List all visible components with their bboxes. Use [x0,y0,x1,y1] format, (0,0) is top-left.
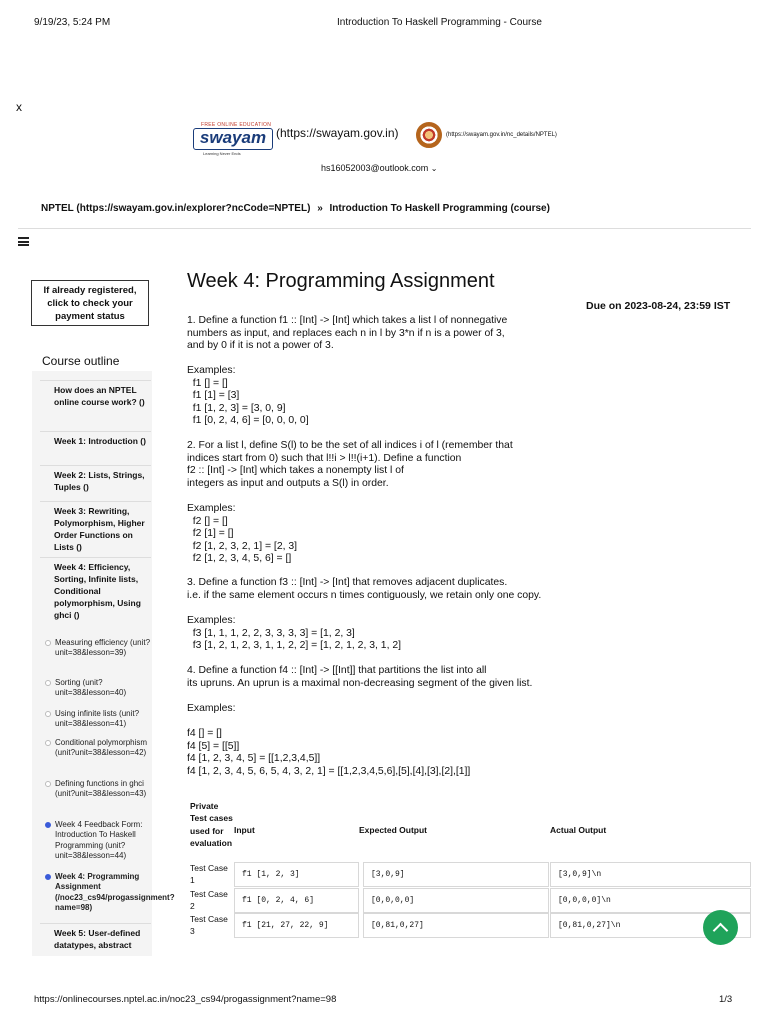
breadcrumb-course[interactable]: Introduction To Haskell Programming (course) [329,203,550,214]
outline-lesson-label: Week 4 Feedback Form: Introduction To Haskell Programming (unit?unit=38&lesson=44) [55,820,143,860]
question-1: 1. Define a function f1 :: [Int] -> [Int] which takes a list l of nonnegative numbers as input, and replaces each n in l by 3*n if n is a power of 3, and by 0 if it is not a power of 3. [187,315,508,351]
examples-1: Examples: f1 [] = [] f1 [1] = [3] f1 [1, 2, 3] = [3, 0, 9] f1 [0, 2, 4, 6] = [0, 0, 0, 0] [187,365,309,426]
examples-4-label: Examples: [187,703,236,714]
test-actual: [3,0,9]\n [550,862,751,887]
table-header-expected: Expected Output [359,825,428,835]
question-3: 3. Define a function f3 :: [Int] -> [Int] that removes adjacent duplicates. i.e. if the same element occurs n times contiguously, we retain only one copy. [187,577,542,601]
outline-lesson-label: Using infinite lists (unit?unit=38&lesson=41) [55,709,140,729]
print-page-number: 1/3 [719,994,733,1005]
lesson-status-icon [45,781,51,787]
question-4: 4. Define a function f4 :: [Int] -> [[Int]] that partitions the list into all its upruns. An uprun is a maximal non-decreasing segment of the given list. [187,665,533,689]
test-input: f1 [1, 2, 3] [234,862,359,887]
test-expected: [0,81,0,27] [363,913,549,938]
test-input: f1 [0, 2, 4, 6] [234,888,359,913]
breadcrumb-nptel[interactable]: NPTEL (https://swayam.gov.in/explorer?ncCode=NPTEL) [41,203,311,214]
outline-item[interactable]: Week 1: Introduction () [40,431,151,463]
outline-item[interactable]: Week 2: Lists, Strings, Tuples () [40,465,151,497]
nptel-seal-icon[interactable] [416,122,442,148]
test-actual: [0,81,0,27]\n [550,913,751,938]
test-expected: [3,0,9] [363,862,549,887]
outline-item[interactable]: Week 3: Rewriting, Polymorphism, Higher Order Functions on Lists () [40,501,151,557]
scroll-to-top-button[interactable] [703,910,738,945]
lesson-status-icon [45,874,51,880]
outline-lesson-label: Week 4: Programming Assignment (/noc23_cs94/progassignment?name=98) [55,872,175,912]
outline-item[interactable]: Week 5: User-defined datatypes, abstract [40,923,151,963]
print-url: https://onlinecourses.nptel.ac.in/noc23_cs94/progassignment?name=98 [34,994,337,1005]
examples-3: Examples: f3 [1, 1, 1, 2, 2, 3, 3, 3, 3] = [1, 2, 3] f3 [1, 2, 1, 2, 3, 1, 1, 2, 2] = [1, 2, 1, 2, 3, 1, 2] [187,615,402,651]
page-title: Week 4: Programming Assignment [187,270,495,292]
print-page-title: Introduction To Haskell Programming - Course [337,17,542,28]
test-expected: [0,0,0,0] [363,888,549,913]
lesson-status-icon [45,711,51,717]
outline-lesson[interactable] [45,638,151,659]
swayam-logo-tagline: FREE ONLINE EDUCATION [201,122,272,128]
lesson-status-icon [45,680,51,686]
nptel-link[interactable]: (https://swayam.gov.in/nc_details/NPTEL) [446,132,557,138]
course-outline [32,371,175,956]
swayam-link[interactable]: (https://swayam.gov.in) [276,126,399,140]
outline-lesson[interactable] [45,820,151,861]
outline-lesson[interactable] [45,779,151,800]
outline-lesson-label: Defining functions in ghci (unit?unit=38&lesson=43) [55,779,147,799]
examples-2: Examples: f2 [] = [] f2 [1] = [] f2 [1, 2, 3, 2, 1] = [2, 3] f2 [1, 2, 3, 4, 5, 6] = [] [187,503,298,564]
menu-icon[interactable] [18,237,29,246]
breadcrumb-separator: » [317,203,323,214]
lesson-status-icon [45,640,51,646]
close-icon[interactable]: x [16,100,22,114]
table-header-actual: Actual Output [550,825,607,835]
outline-item[interactable]: How does an NPTEL online course work? () [40,380,151,440]
outline-lesson-current[interactable] [45,872,175,913]
question-2: 2. For a list l, define S(l) to be the set of all indices i of l (remember that indices start from 0) such that l!!i > l!!(i+1). Define a function f2 :: [Int] -> [Int] which takes a nonempty list l of integers as input and outputs a S(l) in order. [187,440,513,489]
outline-lesson-label: Conditional polymorphism (unit?unit=38&lesson=42) [55,738,148,758]
examples-4: f4 [] = [] f4 [5] = [[5]] f4 [1, 2, 3, 4, 5] = [[1,2,3,4,5]] f4 [1, 2, 3, 4, 5, 6, 5, 4, 3, 2, 1] = [[1,2,3,4,5,6],[5],[4],[3],[2],[1]] [187,728,471,777]
outline-lesson-label: Measuring efficiency (unit?unit=38&lesson=39) [55,638,151,658]
chevron-down-icon: ⌄ [430,164,438,173]
test-input: f1 [21, 27, 22, 9] [234,913,359,938]
outline-lesson-label: Sorting (unit?unit=38&lesson=40) [55,678,127,698]
lesson-status-icon [45,740,51,746]
payment-status-button[interactable]: If already registered, click to check your payment status [31,280,149,326]
breadcrumb [41,203,550,214]
table-header-input: Input [234,825,255,835]
swayam-logo-wordmark: swayam [193,128,273,150]
due-date: Due on 2023-08-24, 23:59 IST [586,300,731,312]
course-outline-title: Course outline [42,354,120,368]
account-menu[interactable] [321,163,437,173]
account-email: hs16052003@outlook.com [321,163,429,173]
swayam-logo-sub: Learning Never Ends [203,151,241,156]
swayam-logo[interactable] [193,122,273,156]
print-datetime: 9/19/23, 5:24 PM [34,17,111,28]
test-actual: [0,0,0,0]\n [550,888,751,913]
test-case-label: Test Case 2 [190,889,228,911]
outline-lesson[interactable] [45,738,151,759]
outline-lesson[interactable] [45,678,151,699]
outline-item-active-week[interactable]: Week 4: Efficiency, Sorting, Infinite lists, Conditional polymorphism, Using ghci () [40,557,151,629]
divider [18,228,751,229]
test-case-label: Test Case 1 [190,863,228,885]
outline-lesson[interactable] [45,709,151,730]
table-header-cases: Private Test cases used for evaluation [190,801,233,848]
lesson-status-icon [45,822,51,828]
test-case-label: Test Case 3 [190,914,228,936]
